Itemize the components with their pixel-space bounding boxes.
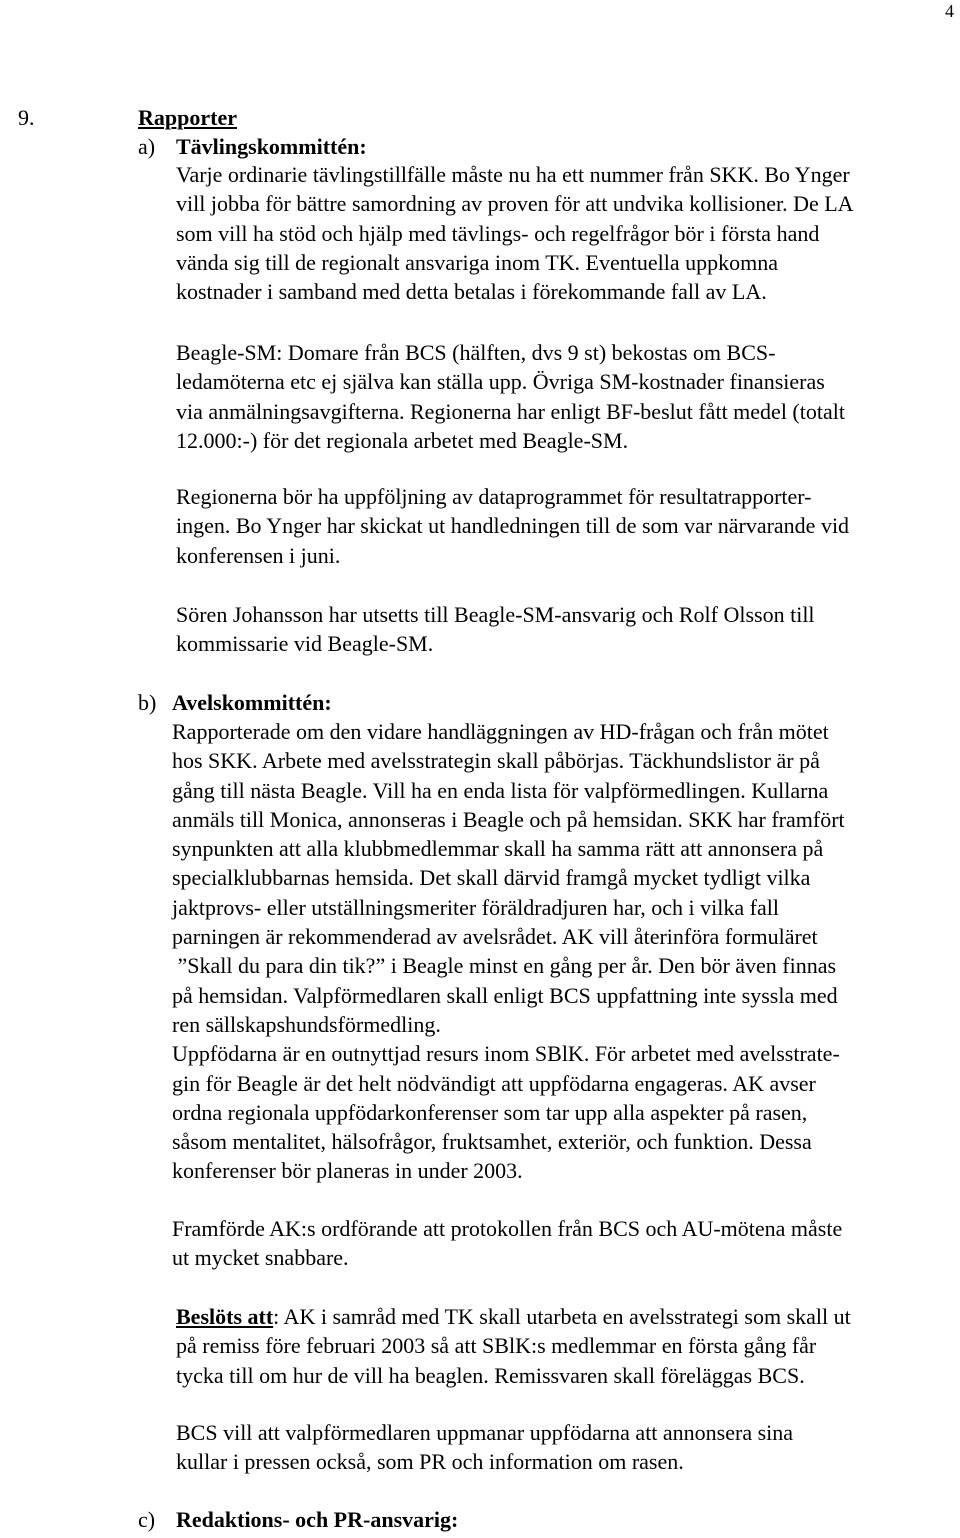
- text-line: såsom mentalitet, hälsofrågor, fruktsamhet, exteriör, och funktion. Dessa: [172, 1129, 812, 1155]
- text-line: jaktprovs- eller utställningsmeriter föräldradjuren har, och i vilka fall: [172, 894, 779, 920]
- text-line: ledamöterna etc ej själva kan ställa upp. Övriga SM-kostnader finansieras: [176, 369, 825, 395]
- subsection-c-letter: c): [138, 1507, 156, 1532]
- text-line: Framförde AK:s ordförande att protokollen från BCS och AU-mötena måste: [172, 1216, 843, 1241]
- text-line: gång till nästa Beagle. Vill ha en enda lista för valpförmedlingen. Kullarna: [172, 777, 829, 803]
- text-line: via anmälningsavgifterna. Regionerna har enligt BF-beslut fått medel (totalt: [176, 398, 845, 424]
- text-line: kommissarie vid Beagle-SM.: [176, 631, 434, 657]
- subsection-b-paragraph-4: [176, 1418, 960, 1477]
- text-line: vända sig till de regionalt ansvariga inom TK. Eventuella uppkomna: [176, 249, 779, 275]
- text-line: Regionerna bör ha uppföljning av dataprogrammet för resultatrapporter-: [176, 484, 812, 509]
- text-line: som vill ha stöd och hjälp med tävlings- och regelfrågor bör i första hand: [176, 220, 820, 246]
- subsection-a-paragraph-1: [176, 160, 960, 306]
- subsection-b-title: Avelskommittén:: [172, 690, 332, 715]
- text-line: gin för Beagle är det helt nödvändigt att uppfödarna engageras. AK avser: [172, 1070, 816, 1096]
- subsection-b-heading: [138, 689, 332, 717]
- text-line: på hemsidan. Valpförmedlaren skall enligt BCS uppfattning inte syssla med: [172, 982, 838, 1008]
- subsection-b-paragraph-2: [172, 1214, 960, 1273]
- text-line: kullar i pressen också, som PR och information om rasen.: [176, 1449, 684, 1475]
- decision-text: : AK i samråd med TK skall utarbeta en avelsstrategi som skall ut: [273, 1304, 851, 1329]
- subsection-c-title: Redaktions- och PR-ansvarig:: [176, 1507, 459, 1532]
- section-number: 9.: [18, 105, 35, 130]
- text-line: ut mycket snabbare.: [172, 1245, 349, 1271]
- page-number: 4: [945, 1, 954, 21]
- text-line: Rapporterade om den vidare handläggningen av HD-frågan och från mötet: [172, 719, 829, 744]
- text-line: hos SKK. Arbete med avelsstrategin skall påbörjas. Täckhundslistor är på: [172, 748, 820, 774]
- text-line: synpunkten att alla klubbmedlemmar skall ha samma rätt att annonsera på: [172, 836, 824, 862]
- text-line: konferensen i juni.: [176, 542, 341, 568]
- decision-label: Beslöts att: [176, 1304, 274, 1329]
- subsection-b-paragraph-1: [172, 717, 960, 1186]
- text-line: anmäls till Monica, annonseras i Beagle och på hemsidan. SKK har framfört: [172, 806, 845, 832]
- text-line: Sören Johansson har utsetts till Beagle-SM-ansvarig och Rolf Olsson till: [176, 602, 815, 627]
- text-line: på remiss före februari 2003 så att SBlK:s medlemmar en första gång får: [176, 1333, 817, 1359]
- text-line: Beagle-SM: Domare från BCS (hälften, dvs 9 st) bekostas om BCS-: [176, 340, 776, 365]
- subsection-a-paragraph-2: [176, 338, 960, 455]
- text-line: Uppfödarna är en outnyttjad resurs inom SBlK. För arbetet med avelsstrate-: [172, 1041, 840, 1067]
- subsection-a-paragraph-4: [176, 600, 960, 659]
- text-line: BCS vill att valpförmedlaren uppmanar uppfödarna att annonsera sina: [176, 1420, 794, 1445]
- subsection-a-letter: a): [138, 134, 156, 159]
- text-line: ingen. Bo Ynger har skickat ut handledningen till de som var närvarande vid: [176, 513, 850, 539]
- text-line: vill jobba för bättre samordning av proven för att undvika kollisioner. De LA: [176, 191, 854, 217]
- text-line: konferenser bör planeras in under 2003.: [172, 1158, 523, 1184]
- subsection-a-heading: [138, 133, 367, 161]
- text-line: ren sällskapshundsförmedling.: [172, 1011, 441, 1037]
- text-line: 12.000:-) för det regionala arbetet med Beagle-SM.: [176, 427, 629, 453]
- text-line: specialklubbarnas hemsida. Det skall därvid framgå mycket tydligt vilka: [172, 865, 811, 891]
- text-line: ordna regionala uppfödarkonferenser som tar upp alla aspekter på rasen,: [172, 1099, 808, 1125]
- text-line: parningen är rekommenderad av avelsrådet. AK vill återinföra formuläret: [172, 924, 818, 950]
- text-line: kostnader i samband med detta betalas i förekommande fall av LA.: [176, 279, 767, 305]
- subsection-c-heading: [138, 1506, 458, 1534]
- text-line: tycka till om hur de vill ha beaglen. Remissvaren skall föreläggas BCS.: [176, 1362, 805, 1388]
- decision-paragraph: [176, 1302, 960, 1390]
- text-line: Varje ordinarie tävlingstillfälle måste nu ha ett nummer från SKK. Bo Ynger: [176, 162, 850, 187]
- decision-first-line: [176, 1302, 960, 1331]
- subsection-a-paragraph-3: [176, 482, 960, 570]
- section-title: Rapporter: [138, 105, 237, 130]
- subsection-a-title: Tävlingskommittén:: [176, 134, 367, 159]
- text-line: ”Skall du para din tik?” i Beagle minst en gång per år. Den bör även finnas: [172, 953, 837, 979]
- subsection-b-letter: b): [138, 690, 157, 715]
